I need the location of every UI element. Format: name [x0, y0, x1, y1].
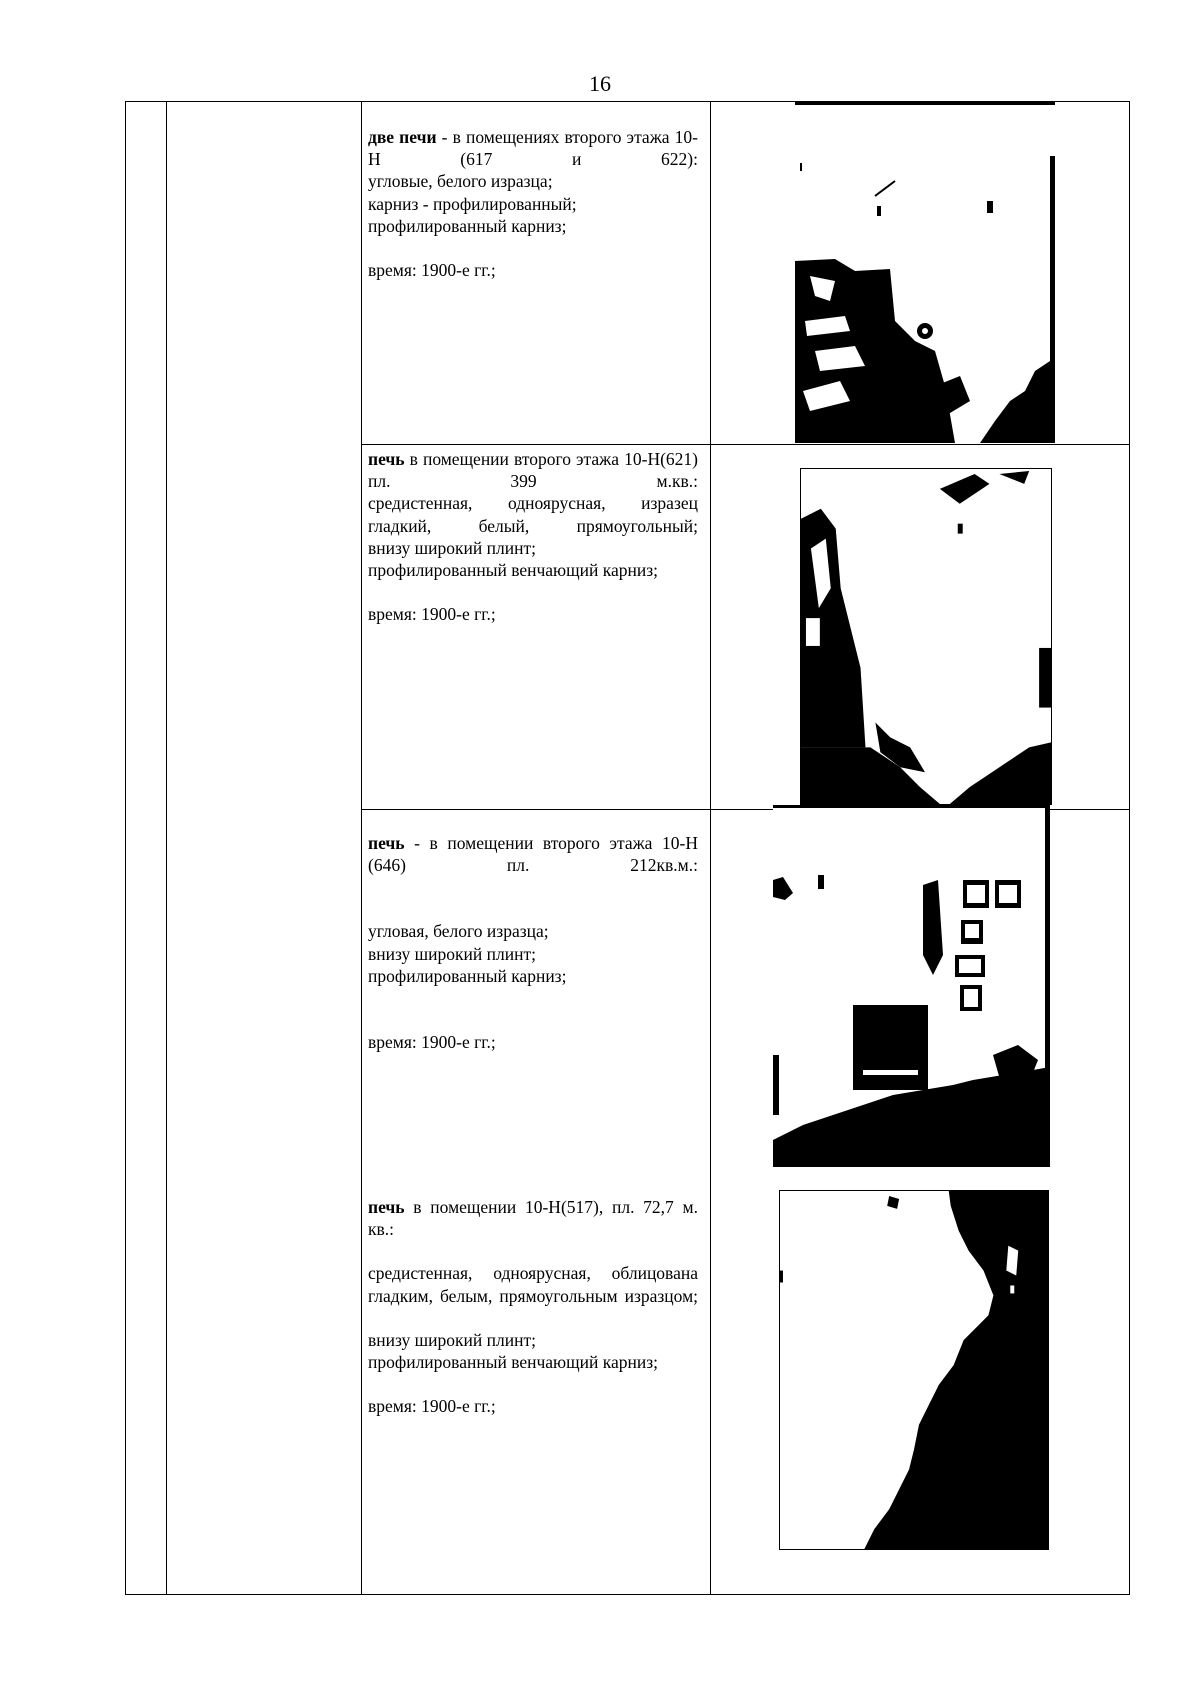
entry-2-line-2: внизу широкий плинт;: [368, 537, 536, 558]
entry-2-description: [368, 448, 698, 625]
stove-photo-3: [773, 805, 1050, 1167]
stove-photo-1: [795, 101, 1055, 443]
entry-3-description: [368, 832, 698, 1053]
entry-3-time: время: 1900-е гг.;: [368, 1032, 496, 1053]
stove-photo-icon: [795, 101, 1055, 443]
entry-3-line-2: внизу широкий плинт;: [368, 943, 536, 964]
entry-1-description: [368, 126, 698, 281]
entry-1-intro: - в помещениях второго этажа 10-Н (617 и 622):: [368, 127, 698, 170]
entry-4-line-3: профилированный венчающий карниз;: [368, 1352, 658, 1373]
entry-2-intro: в помещении второго этажа 10-Н(621) пл. 399 м.кв.:: [368, 449, 698, 492]
stove-photo-4: [779, 1190, 1049, 1550]
entry-2-heading: [368, 448, 698, 492]
column-divider-2: [361, 102, 362, 1594]
page-number: 16: [589, 71, 611, 96]
entry-2-line-3: профилированный венчающий карниз;: [368, 560, 658, 581]
entry-1-heading: [368, 126, 698, 170]
entry-3-line-3: профилированный карниз;: [368, 965, 567, 986]
entry-4-title: печь: [368, 1197, 405, 1217]
entry-4-line-1: средистенная, одноярусная, облицована гладким, белым, прямоугольным изразцом;: [368, 1263, 698, 1306]
entry-3-line-1: угловая, белого изразца;: [368, 921, 549, 942]
entry-3-intro: - в помещении второго этажа 10-Н (646) пл. 212кв.м.:: [368, 833, 698, 876]
column-divider-1: [166, 102, 167, 1594]
entry-3-heading: [368, 832, 698, 876]
entry-2-time: время: 1900-е гг.;: [368, 604, 496, 625]
entry-2-line-1: средистенная, одноярусная, изразец гладкий, белый, прямоугольный;: [368, 493, 698, 536]
entry-1-line-2: карниз - профилированный;: [368, 193, 577, 214]
entry-3-title: печь: [368, 833, 405, 853]
stove-photo-2: [800, 468, 1052, 805]
stove-photo-icon: [773, 805, 1050, 1167]
column-divider-3: [710, 102, 711, 1594]
entry-1-time: время: 1900-е гг.;: [368, 260, 496, 281]
entry-4-intro: в помещении 10-Н(517), пл. 72,7 м. кв.:: [368, 1197, 698, 1240]
stove-photo-icon: [801, 469, 1051, 804]
entry-2-title: печь: [368, 449, 405, 469]
entry-1-title: две печи: [368, 127, 437, 147]
entry-4-line-2: внизу широкий плинт;: [368, 1329, 536, 1350]
entry-1-line-3: профилированный карниз;: [368, 215, 567, 236]
row-divider-1: [361, 444, 1129, 445]
entry-4-time: время: 1900-е гг.;: [368, 1396, 496, 1417]
entry-1-line-1: угловые, белого изразца;: [368, 171, 553, 192]
entry-4-heading: [368, 1196, 698, 1240]
stove-photo-icon: [780, 1191, 1048, 1549]
entry-4-description: [368, 1196, 698, 1417]
